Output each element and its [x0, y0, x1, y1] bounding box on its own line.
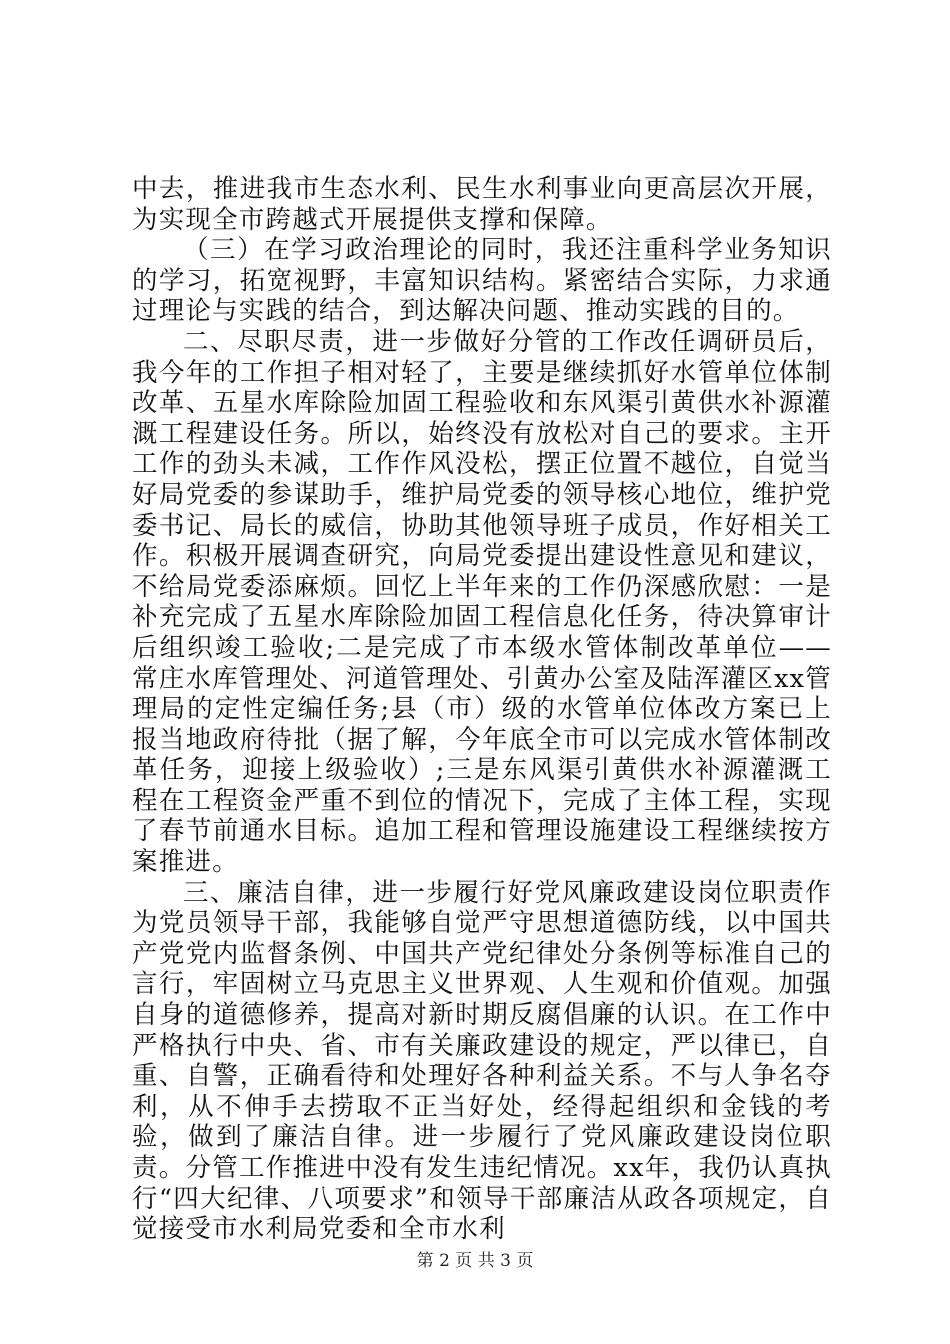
page-number-footer: 第 2 页 共 3 页 [416, 1251, 534, 1271]
document-body [132, 174, 832, 1245]
paragraph-study-business-knowledge: （三）在学习政治理论的同时，我还注重科学业务知识的学习，拓宽视野，丰富知识结构。紧密结合实际，力求通过理论与实践的结合，到达解决问题、推动实践的目的。 [132, 235, 832, 327]
paragraph-continuation: 中去，推进我市生态水利、民生水利事业向更高层次开展，为实现全市跨越式开展提供支撑和保障。 [132, 174, 832, 235]
paragraph-section-three-integrity: 三、廉洁自律，进一步履行好党风廉政建设岗位职责作为党员领导干部，我能够自觉严守思想道德防线，以中国共产党党内监督条例、中国共产党纪律处分条例等标准自己的言行，牢固树立马克思主义世界观、人生观和价值观。加强自身的道德修养，提高对新时期反腐倡廉的认识。在工作中严格执行中央、省、市有关廉政建设的规定，严以律已，自重、自警，正确看待和处理好各种利益关系。不与人争名夺利，从不伸手去捞取不正当好处，经得起组织和金钱的考验，做到了廉洁自律。进一步履行了党风廉政建设岗位职责。分管工作推进中没有发生违纪情况。xx年，我仍认真执行“四大纪律、八项要求”和领导干部廉洁从政各项规定，自觉接受市水利局党委和全市水利 [132, 877, 832, 1245]
paragraph-section-two-duties: 二、尽职尽责，进一步做好分管的工作改任调研员后，我今年的工作担子相对轻了，主要是继续抓好水管单位体制改革、五星水库除险加固工程验收和东风渠引黄供水补源灌溉工程建设任务。所以，始终没有放松对自己的要求。主开工作的劲头未减，工作作风没松，摆正位置不越位，自觉当好局党委的参谋助手，维护局党委的领导核心地位，维护党委书记、局长的威信，协助其他领导班子成员，作好相关工作。积极开展调查研究，向局党委提出建设性意见和建议，不给局党委添麻烦。回忆上半年来的工作仍深感欣慰：一是补充完成了五星水库除险加固工程信息化任务，待决算审计后组织竣工验收;二是完成了市本级水管体制改革单位——常庄水库管理处、河道管理处、引黄办公室及陆浑灌区xx管理局的定性定编任务;县（市）级的水管单位体改方案已上报当地政府待批（据了解，今年底全市可以完成水管体制改革任务，迎接上级验收）;三是东风渠引黄供水补源灌溉工程在工程资金严重不到位的情况下，完成了主体工程，实现了春节前通水目标。追加工程和管理设施建设工程继续按方案推进。 [132, 326, 832, 878]
